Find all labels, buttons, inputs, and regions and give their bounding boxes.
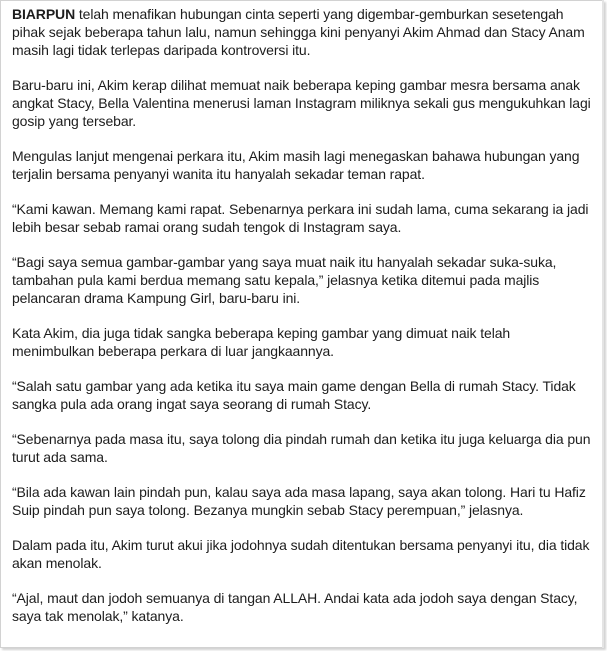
paragraph-5: “Bagi saya semua gambar-gambar yang saya muat naik itu hanyalah sekadar suka-suka, tambahan pula kami berdua memang satu kepala,” jelasnya ketika ditemui pada majlis pelancaran drama Kampung Girl, baru-baru ini. [12, 254, 557, 306]
paragraph-1-text: telah menafikan hubungan cinta seperti yang digembar-gemburkan sesetengah pihak sejak beberapa tahun lalu, namun sehingga kini penyanyi Akim Ahmad dan Stacy Anam masih lagi tidak terlepas daripada kontroversi itu. [12, 6, 585, 58]
paragraph-2: Baru-baru ini, Akim kerap dilihat memuat naik beberapa keping gambar mesra bersama anak angkat Stacy, Bella Valentina menerusi laman Instagram miliknya sekali gus mengukuhkan lagi gosip yang tersebar. [12, 77, 591, 129]
paragraph-6: Kata Akim, dia juga tidak sangka beberapa keping gambar yang dimuat naik telah menimbulkan beberapa perkara di luar jangkaannya. [12, 325, 511, 359]
paragraph-11: “Ajal, maut dan jodoh semuanya di tangan ALLAH. Andai kata ada jodoh saya dengan Stacy, saya tak menolak,” katanya. [12, 590, 578, 624]
article-body [12, 5, 596, 642]
frame-edge [602, 0, 604, 648]
paragraph-10: Dalam pada itu, Akim turut akui jika jodohnya sudah ditentukan bersama penyanyi itu, dia tidak akan menolak. [12, 537, 590, 571]
paragraph-8: “Sebenarnya pada masa itu, saya tolong dia pindah rumah dan ketika itu juga keluarga dia pun turut ada sama. [12, 431, 591, 465]
paragraph-4: “Kami kawan. Memang kami rapat. Sebenarnya perkara ini sudah lama, cuma sekarang ia jadi lebih besar sebab ramai orang sudah tengok di Instagram saya. [12, 201, 589, 235]
paragraph-3: Mengulas lanjut mengenai perkara itu, Akim masih lagi menegaskan bahawa hubungan yang terjalin bersama penyanyi wanita itu hanyalah sekadar teman rapat. [12, 148, 580, 182]
lead-word: BIARPUN [12, 6, 76, 22]
paragraph-9: “Bila ada kawan lain pindah pun, kalau saya ada masa lapang, saya akan tolong. Hari tu Hafiz Suip pindah pun saya tolong. Bezanya mungkin sebab Stacy perempuan,” jelasnya. [12, 484, 586, 518]
paragraph-1 [12, 5, 596, 59]
paragraph-7: “Salah satu gambar yang ada ketika itu saya main game dengan Bella di rumah Stacy. Tidak sangka pula ada orang ingat saya seorang di rumah Stacy. [12, 378, 576, 412]
